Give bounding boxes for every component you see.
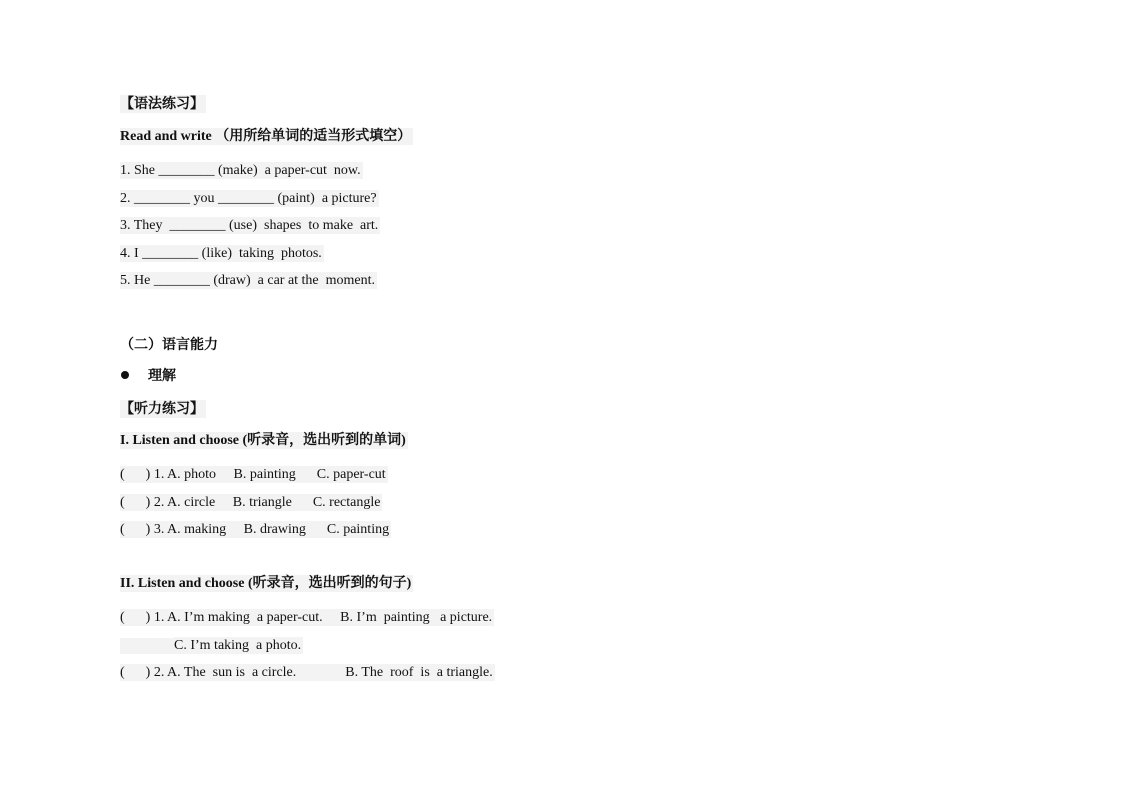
listening-part2-item-1-option-c: C. I’m taking a photo. (120, 637, 303, 655)
listening-part2-item-2: ( ) 2. A. The sun is a circle. B. The roof is a triangle. (120, 665, 493, 680)
grammar-item-3: 3. They ________ (use) shapes to make art. (120, 218, 379, 233)
grammar-item-2: 2. ________ you ________ (paint) a picture? (120, 191, 377, 206)
listening-part1-item-2: ( ) 2. A. circle B. triangle C. rectangle (120, 495, 381, 510)
listening-part2-item-1: ( ) 1. A. I’m making a paper-cut. B. I’m painting a picture. (120, 610, 493, 625)
indent-pad (120, 638, 174, 654)
section2-heading: （二）语言能力 (120, 337, 218, 353)
grammar-instruction: Read and write （用所给单词的适当形式填空） (120, 129, 412, 144)
listening-part2-title: II. Listen and choose (听录音，选出听到的句子) (120, 576, 412, 591)
listening-part1-item-3: ( ) 3. A. making B. drawing C. painting (120, 522, 390, 537)
grammar-item-5: 5. He ________ (draw) a car at the moment. (120, 273, 376, 288)
grammar-item-4: 4. I ________ (like) taking photos. (120, 246, 322, 261)
grammar-item-1: 1. She ________ (make) a paper-cut now. (120, 163, 361, 178)
bullet-label: 理解 (148, 368, 176, 384)
listening-part1-title: I. Listen and choose (听录音，选出听到的单词) (120, 433, 406, 448)
bullet-icon (121, 371, 129, 379)
grammar-heading: 【语法练习】 (120, 96, 204, 112)
listening-part1-item-1: ( ) 1. A. photo B. painting C. paper-cut (120, 467, 386, 482)
listening-heading: 【听力练习】 (120, 401, 204, 417)
